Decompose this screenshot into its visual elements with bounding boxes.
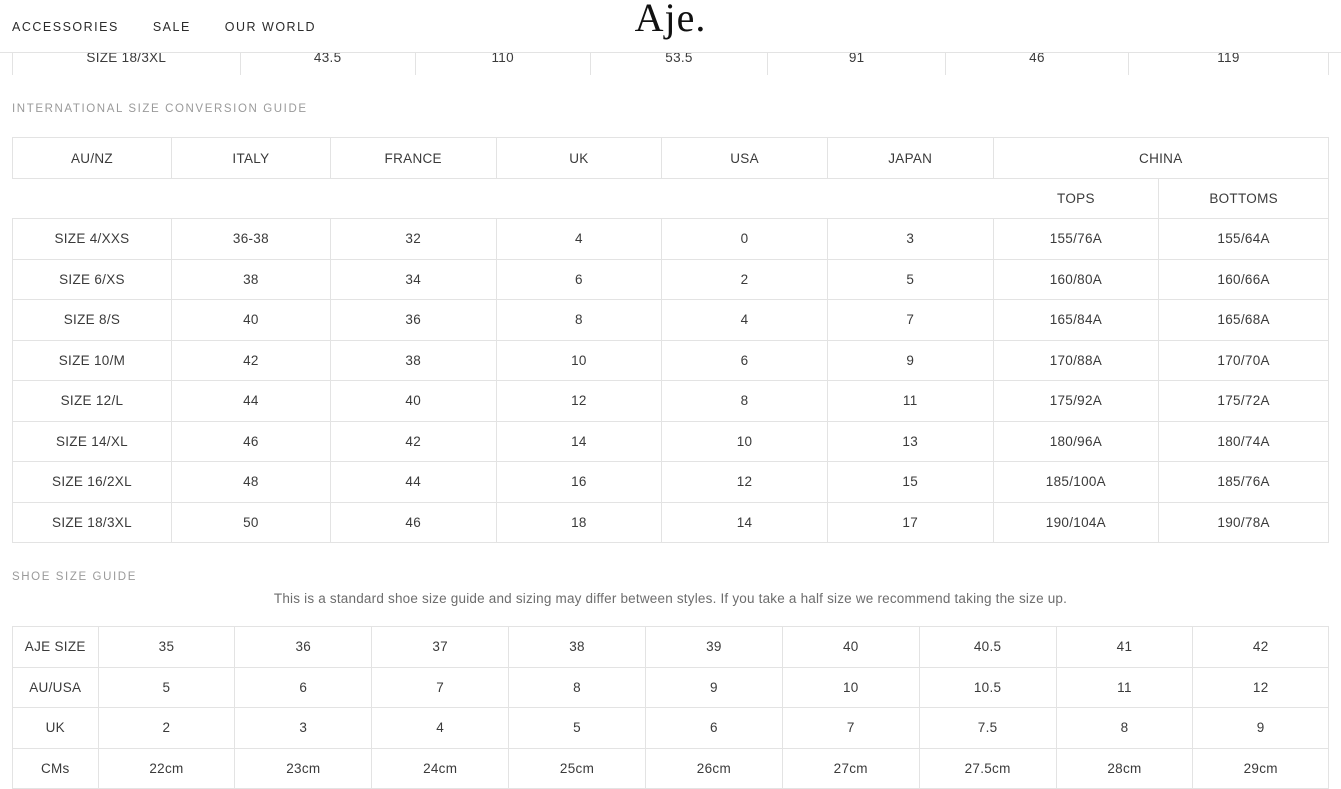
cell: 110 — [415, 53, 590, 75]
empty-cell — [171, 179, 330, 219]
cell: 10 — [496, 340, 662, 381]
cell: 48 — [171, 462, 330, 503]
cell: 165/84A — [993, 300, 1159, 341]
cell: SIZE 6/XS — [13, 259, 172, 300]
cell: SIZE 12/L — [13, 381, 172, 422]
empty-cell — [13, 179, 172, 219]
cell: 12 — [662, 462, 828, 503]
table-row — [13, 259, 1329, 300]
cell: SIZE 16/2XL — [13, 462, 172, 503]
table-row — [13, 53, 1329, 75]
site-header — [0, 0, 1341, 53]
cell: 5 — [509, 708, 646, 749]
shoe-size-table — [0, 626, 1341, 789]
table-row — [13, 300, 1329, 341]
cell: 8 — [1056, 708, 1193, 749]
shoe-guide-note: This is a standard shoe size guide and sizing may differ between styles. If you take a half size we recommend taking the size up. — [273, 591, 1068, 606]
cell: 6 — [662, 340, 828, 381]
cell: 14 — [662, 502, 828, 543]
cell: 50 — [171, 502, 330, 543]
cell: 6 — [645, 708, 782, 749]
cell: 53.5 — [590, 53, 768, 75]
table-row — [13, 421, 1329, 462]
cell: 10 — [662, 421, 828, 462]
cell: 165/68A — [1159, 300, 1329, 341]
cell: 40.5 — [919, 627, 1056, 668]
table-row — [13, 627, 1329, 668]
cell: 170/88A — [993, 340, 1159, 381]
cell: 38 — [330, 340, 496, 381]
column-header-italy: ITALY — [171, 138, 330, 179]
cell: 46 — [330, 502, 496, 543]
cell: 10.5 — [919, 667, 1056, 708]
table-header-row — [13, 138, 1329, 179]
cell: 7.5 — [919, 708, 1056, 749]
intl-guide-label: INTERNATIONAL SIZE CONVERSION GUIDE — [12, 103, 308, 115]
table-row — [13, 667, 1329, 708]
cell: 42 — [1193, 627, 1329, 668]
cell: 23cm — [235, 748, 372, 789]
cell: 37 — [372, 627, 509, 668]
column-header-france: FRANCE — [330, 138, 496, 179]
cell: 7 — [827, 300, 993, 341]
cell: 180/96A — [993, 421, 1159, 462]
table-row — [13, 708, 1329, 749]
column-header-usa: USA — [662, 138, 828, 179]
cell: 43.5 — [240, 53, 415, 75]
cell: 7 — [782, 708, 919, 749]
table-subheader-row — [13, 179, 1329, 219]
cell: 40 — [330, 381, 496, 422]
row-header-cms: CMs — [13, 748, 99, 789]
cell: 10 — [782, 667, 919, 708]
column-subheader-tops: TOPS — [993, 179, 1159, 219]
cell: 25cm — [509, 748, 646, 789]
cell: 38 — [509, 627, 646, 668]
cell: 175/92A — [993, 381, 1159, 422]
cell: 22cm — [98, 748, 235, 789]
cell: 2 — [98, 708, 235, 749]
cell: 190/104A — [993, 502, 1159, 543]
cell: 8 — [662, 381, 828, 422]
cell: 2 — [662, 259, 828, 300]
cell: SIZE 8/S — [13, 300, 172, 341]
cell: 13 — [827, 421, 993, 462]
cell: 15 — [827, 462, 993, 503]
cell: 29cm — [1193, 748, 1329, 789]
cell: 18 — [496, 502, 662, 543]
cell: 4 — [372, 708, 509, 749]
cell: 16 — [496, 462, 662, 503]
column-header-china: CHINA — [993, 138, 1328, 179]
cell: SIZE 4/XXS — [13, 219, 172, 260]
table-row — [13, 502, 1329, 543]
table-row — [13, 462, 1329, 503]
cell: 39 — [645, 627, 782, 668]
empty-cell — [827, 179, 993, 219]
cell: 180/74A — [1159, 421, 1329, 462]
cell: 27.5cm — [919, 748, 1056, 789]
cell: 6 — [496, 259, 662, 300]
cell: 36 — [235, 627, 372, 668]
cell: 17 — [827, 502, 993, 543]
column-header-aunz: AU/NZ — [13, 138, 172, 179]
cell: 185/100A — [993, 462, 1159, 503]
cell: 4 — [662, 300, 828, 341]
cell: 36-38 — [171, 219, 330, 260]
cell: 8 — [496, 300, 662, 341]
cell: 8 — [509, 667, 646, 708]
cell: 12 — [496, 381, 662, 422]
cell: 26cm — [645, 748, 782, 789]
cell: 44 — [330, 462, 496, 503]
cell: 9 — [645, 667, 782, 708]
cell: 175/72A — [1159, 381, 1329, 422]
cell: 160/80A — [993, 259, 1159, 300]
cell: 190/78A — [1159, 502, 1329, 543]
cell: 40 — [171, 300, 330, 341]
row-header-uk: UK — [13, 708, 99, 749]
cell: 4 — [496, 219, 662, 260]
column-header-japan: JAPAN — [827, 138, 993, 179]
cell: 155/64A — [1159, 219, 1329, 260]
cell: SIZE 10/M — [13, 340, 172, 381]
cell: 11 — [1056, 667, 1193, 708]
table-row — [13, 219, 1329, 260]
cell: 28cm — [1056, 748, 1193, 789]
primary-navigation — [12, 0, 316, 53]
column-subheader-bottoms: BOTTOMS — [1159, 179, 1329, 219]
cell: 44 — [171, 381, 330, 422]
cell: 42 — [330, 421, 496, 462]
row-header-aje-size: AJE SIZE — [13, 627, 99, 668]
nav-item-sale[interactable]: SALE — [152, 19, 191, 34]
cell: 7 — [372, 667, 509, 708]
cell: SIZE 18/3XL — [13, 53, 241, 75]
cell: 9 — [1193, 708, 1329, 749]
cell: 3 — [235, 708, 372, 749]
cell: 160/66A — [1159, 259, 1329, 300]
cell: 24cm — [372, 748, 509, 789]
international-size-conversion-table — [0, 137, 1341, 543]
cell: 0 — [662, 219, 828, 260]
table-row — [13, 381, 1329, 422]
cell: 12 — [1193, 667, 1329, 708]
cell: 155/76A — [993, 219, 1159, 260]
brand-logo[interactable]: Aje. — [634, 0, 707, 40]
empty-cell — [496, 179, 662, 219]
cell: 9 — [827, 340, 993, 381]
cell: 34 — [330, 259, 496, 300]
column-header-uk: UK — [496, 138, 662, 179]
table-row — [13, 340, 1329, 381]
cell: 27cm — [782, 748, 919, 789]
cell: 38 — [171, 259, 330, 300]
cell: 46 — [946, 53, 1129, 75]
cell: 40 — [782, 627, 919, 668]
cell: 36 — [330, 300, 496, 341]
nav-item-accessories[interactable]: ACCESSORIES — [12, 19, 119, 34]
cell: 91 — [768, 53, 946, 75]
row-header-au-usa: AU/USA — [13, 667, 99, 708]
cell: 41 — [1056, 627, 1193, 668]
cell: SIZE 18/3XL — [13, 502, 172, 543]
cell: 42 — [171, 340, 330, 381]
shoe-guide-label: SHOE SIZE GUIDE — [12, 571, 137, 583]
cell: 3 — [827, 219, 993, 260]
empty-cell — [330, 179, 496, 219]
cell: 14 — [496, 421, 662, 462]
nav-item-our-world[interactable]: OUR WORLD — [224, 19, 317, 34]
cell: 5 — [827, 259, 993, 300]
table-row — [13, 748, 1329, 789]
cell: 5 — [98, 667, 235, 708]
cell: 46 — [171, 421, 330, 462]
cell: 6 — [235, 667, 372, 708]
cell: 185/76A — [1159, 462, 1329, 503]
cell: SIZE 14/XL — [13, 421, 172, 462]
cell: 119 — [1128, 53, 1328, 75]
empty-cell — [662, 179, 828, 219]
cell: 11 — [827, 381, 993, 422]
cell: 35 — [98, 627, 235, 668]
cell: 170/70A — [1159, 340, 1329, 381]
clipped-size-table — [0, 53, 1341, 75]
cell: 32 — [330, 219, 496, 260]
